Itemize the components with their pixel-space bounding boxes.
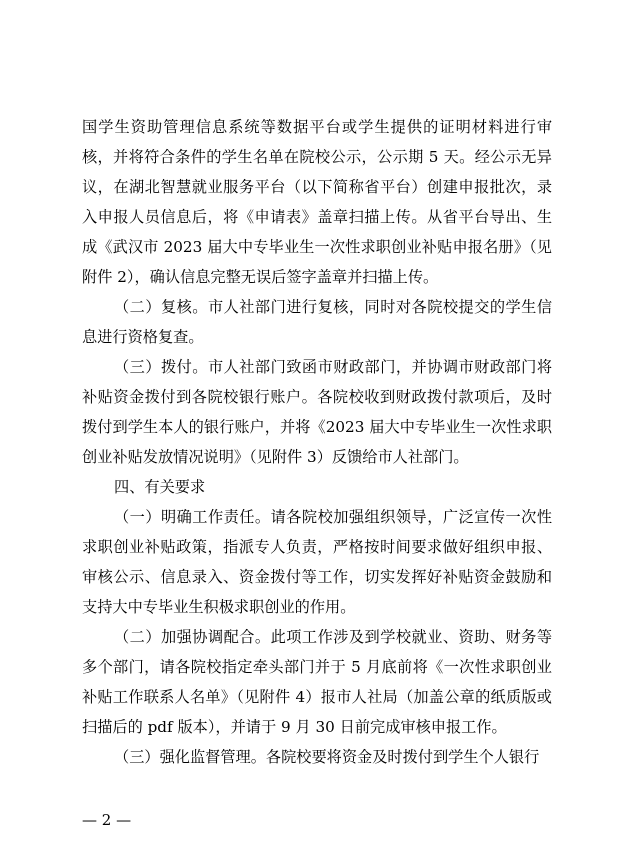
paragraph-disbursement: （三）拨付。市人社部门致函市财政部门，并协调市财政部门将补贴资金拨付到各院校银行账户。各院校收到财政拨付款项后，及时拨付到学生本人的银行账户，并将《2023 届大中专毕业生一次性求职创业补贴发放情况说明》（见附件 3）反馈给市人社部门。 [82, 358, 552, 466]
page-number: — 2 — [82, 811, 132, 829]
paragraph-work-responsibility: （一）明确工作责任。请各院校加强组织领导，广泛宣传一次性求职创业补贴政策，指派专人负责，严格按时间要求做好组织申报、审核公示、信息录入、资金拨付等工作，切实发挥好补贴资金鼓励和支持大中专毕业生积极求职创业的作用。 [82, 508, 552, 616]
paragraph-review-continuation: 国学生资助管理信息系统等数据平台或学生提供的证明材料进行审核，并将符合条件的学生名单在院校公示，公示期 5 天。经公示无异议，在湖北智慧就业服务平台（以下简称省平台）创建申报批次，录入申报人员信息后，将《申请表》盖章扫描上传。从省平台导出、生成《武汉市 2023 届大中专毕业生一次性求职创业补贴申报名册》（见附件 2），确认信息完整无误后签字盖章并扫描上传。 [82, 118, 552, 286]
section-heading-requirements: 四、有关要求 [114, 478, 206, 496]
document-body [82, 112, 552, 772]
paragraph-recheck: （二）复核。市人社部门进行复核，同时对各院校提交的学生信息进行资格复查。 [82, 298, 552, 346]
paragraph-coordination: （二）加强协调配合。此项工作涉及到学校就业、资助、财务等多个部门，请各院校指定牵头部门并于 5 月底前将《一次性求职创业补贴工作联系人名单》（见附件 4）报市人社局（加盖公章的纸质版或扫描后的 pdf 版本），并请于 9 月 30 日前完成审核申报工作。 [82, 628, 552, 736]
paragraph-supervision: （三）强化监督管理。各院校要将资金及时拨付到学生个人银行 [114, 748, 540, 766]
